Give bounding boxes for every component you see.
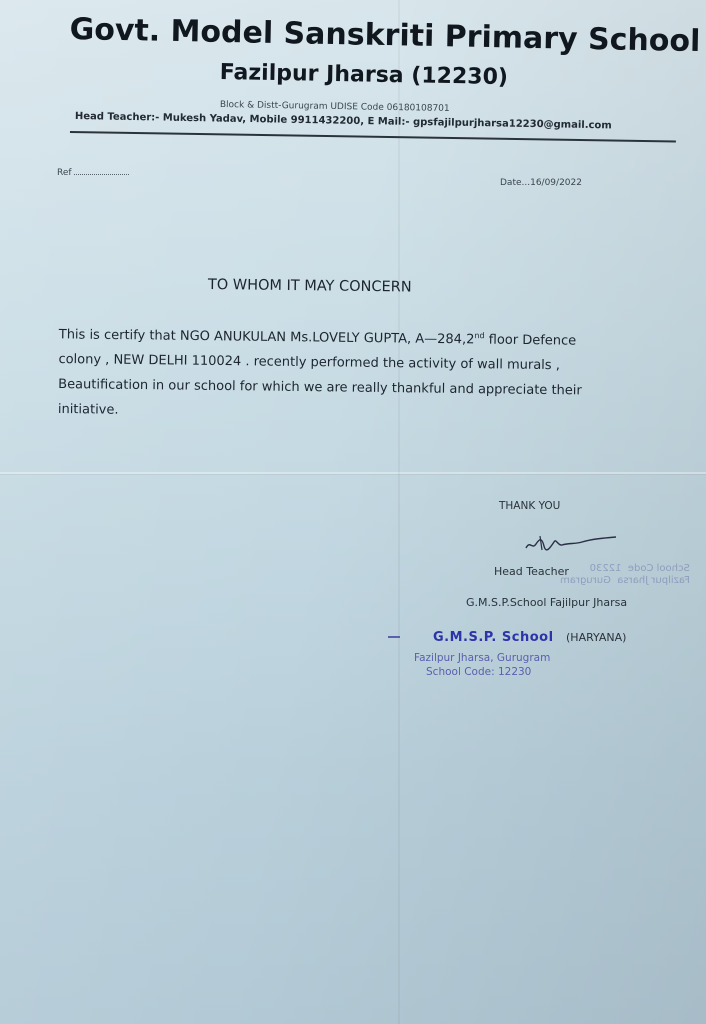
stamp-offset-mirror: School Code 12230 Fazilpur Jharsa Gurugram [560, 563, 690, 586]
stamp-line-3: School Code: 12230 [426, 666, 532, 678]
signatory-designation: Head Teacher [494, 565, 569, 578]
ref-field [57, 168, 129, 178]
closing-text: THANK YOU [499, 500, 561, 512]
stamp-line-1: G.M.S.P. School [433, 630, 554, 645]
contact-line: Head Teacher:- Mukesh Yadav, Mobile 9911432200, E Mail:- gpsfajilpurjharsa12230@gmail.com [74, 111, 612, 132]
body-line: This is certify that NGO ANUKULAN Ms.LOVELY GUPTA, A—284,2nd floor Defence [58, 327, 577, 349]
letter-body [58, 318, 689, 430]
header-divider [70, 131, 676, 143]
school-name: Govt. Model Sanskriti Primary School [69, 12, 701, 60]
body-line: colony , NEW DELHI 110024 . recently performed the activity of wall murals , [58, 352, 560, 374]
paper-fold [398, 0, 400, 1024]
stamp-line-2: Fazilpur Jharsa, Gurugram [414, 652, 551, 664]
ordinal-suffix: nd [474, 331, 485, 341]
udise-line: Block & Distt-Gurugram UDISE Code 06180108701 [219, 100, 450, 115]
body-line: initiative. [57, 402, 119, 419]
ref-label: Ref [57, 168, 72, 178]
body-line: Beautification in our school for which we are really thankful and appreciate their [58, 377, 582, 399]
date-field: Date...16/09/2022 [500, 178, 582, 188]
signatory-school: G.M.S.P.School Fajilpur Jharsa [466, 596, 628, 609]
paper-fold [0, 472, 706, 474]
handwritten-signature [520, 530, 620, 558]
ref-blank [74, 174, 129, 175]
signatory-state: (HARYANA) [566, 631, 627, 644]
school-location: Fazilpur Jharsa (12230) [219, 60, 509, 91]
stamp-mark [388, 636, 400, 638]
letter-subject: TO WHOM IT MAY CONCERN [207, 277, 412, 296]
